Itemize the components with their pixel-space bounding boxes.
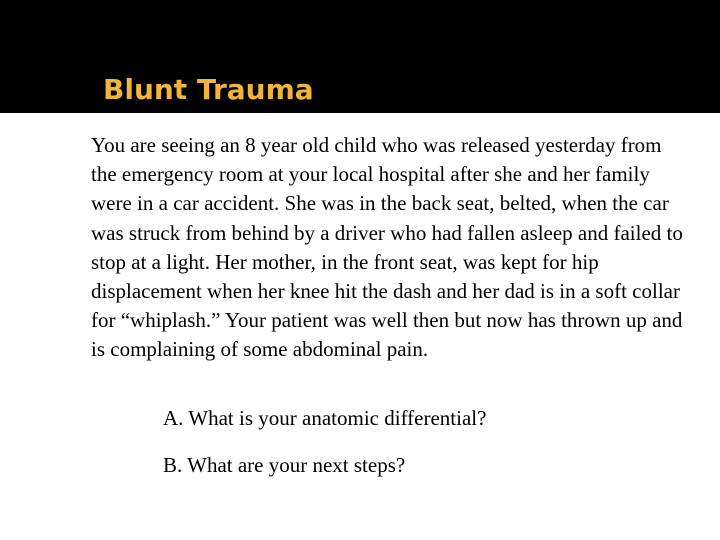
slide-title: Blunt Trauma bbox=[103, 73, 314, 106]
question-a: A. What is your anatomic differential? bbox=[163, 406, 487, 430]
question-b: B. What are your next steps? bbox=[163, 453, 406, 477]
case-description: You are seeing an 8 year old child who was released yesterday from the emergency room at your local hospital after she and her family were in a car accident. She was in the back seat, belted, when the car was struck from behind by a driver who had fallen asleep and failed to stop at a light. Her mother, in the front seat, was kept for hip displacement when her knee hit the dash and her dad is in a soft collar for “whiplash.” Your patient was well then but now has thrown up and is complaining of some abdominal pain. bbox=[91, 133, 683, 362]
header-band bbox=[0, 0, 720, 113]
